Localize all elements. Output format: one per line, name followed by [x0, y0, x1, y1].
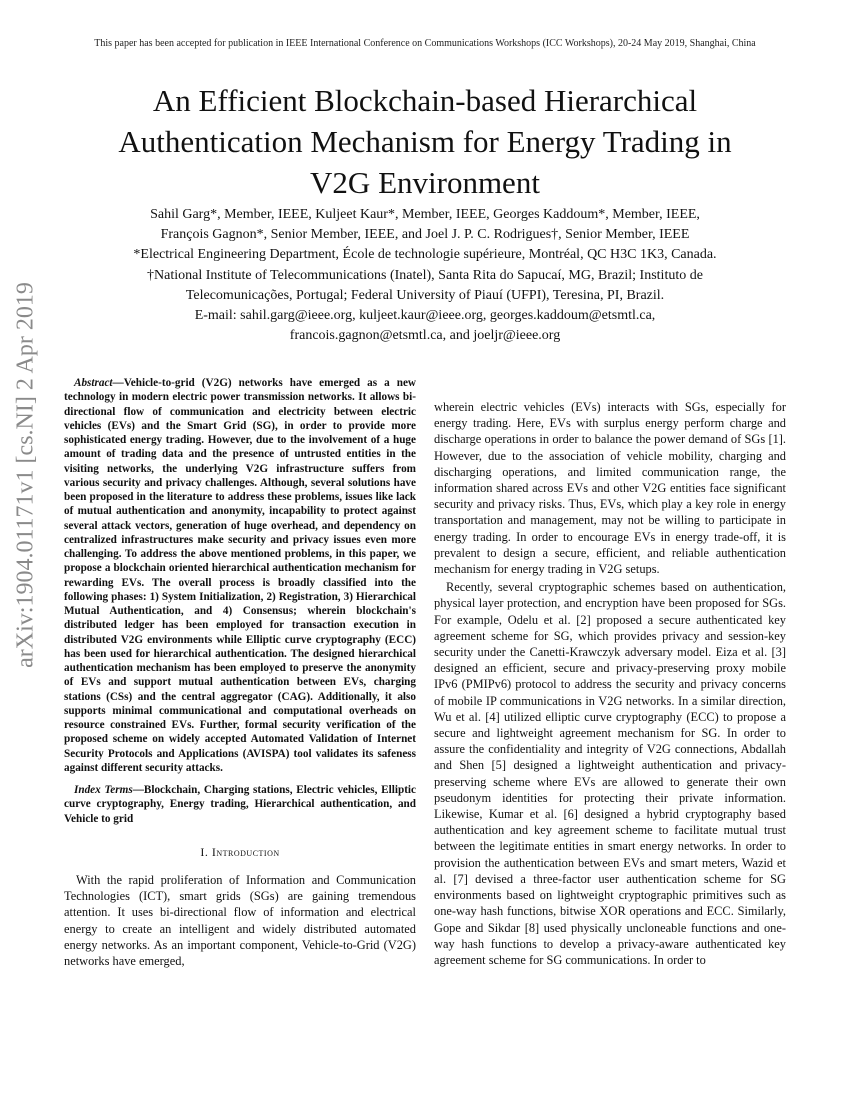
affiliation-line: Telecomunicações, Portugal; Federal University of Piauí (UFPI), Teresina, PI, Brazil.	[185, 287, 665, 303]
email-line: francois.gagnon@etsmtl.ca, and joeljr@ieee.org	[289, 328, 561, 344]
right-column	[434, 399, 786, 968]
abstract-text: —Vehicle-to-grid (V2G) networks have emerged as a new technology in modern electric power transmission networks. It allows bi-directional flow of communication and electricity between electric vehicles (EVs) and the Smart Grid (SG), in order to provide more sophisticated energy trading. However, due to the involvement of a huge amount of trading data and the presence of untrusted entities in the visiting networks, the underlying V2G infrastructure suffers from various security and privacy challenges. Although, several solutions have been proposed in the literature to address these problems, issues like lack of mutual authentication and anonymity, incapability to protect against several attack vectors, generation of huge overhead, and dependency on centralized infrastructures make security and privacy issues even more challenging. To address the above mentioned problems, in this paper, we propose a blockchain oriented hierarchical authentication mechanism for rewarding EVs. The overall process is broadly classified into the following phases: 1) System Initialization, 2) Registration, 3) Hierarchical Mutual Authentication, and 4) Consensus; wherein blockchain's distributed ledger has been employed for transaction execution in distributed V2G environments while Elliptic curve cryptography (ECC) has been used for hierarchical authentication. The designed hierarchical authentication mechanism has been employed to preserve the anonymity of EVs and support mutual authentication between EVs, charging stations (CSs) and the central aggregator (CAG). Additionally, it also supports minimal communicational and computational overheads on resource constrained EVs. Further, formal security verification of the proposed scheme on widely accepted Automated Validation of Internet Security Protocols and Applications (AVISPA) tool validates its safeness against different security attacks.	[64, 377, 416, 774]
index-terms	[64, 783, 416, 826]
section-number: I.	[200, 844, 209, 859]
affiliation-line: *Electrical Engineering Department, École de technologie supérieure, Montréal, QC H3C 1K3, Canada.	[133, 247, 717, 263]
abstract	[64, 376, 416, 775]
abstract-lead: Abstract	[74, 377, 113, 389]
body-paragraph: Recently, several cryptographic schemes based on authentication, physical layer protection, and encryption have been proposed for SGs. For example, Odelu et al. [2] proposed a secure authenticated key agreement scheme for SG, which provides privacy and session-key security under the Canetti-Krawczyk adversary model. Eiza et al. [3] designed an efficient, secure and privacy-preserving proxy mobile IPv6 (PMIPv6) protocol to address the security and privacy concerns of mobile IP communications in V2G networks. In a similar direction, Wu et al. [4] utilized elliptic curve cryptography (ECC) to propose a secure and lightweight agreement mechanism for SG. In order to assure the confidentiality and integrity of V2G connections, Abdallah and Shen [5] designed a lightweight authentication and privacy-preserving scheme where EVs are allowed to generate their own pseudonym identities for protecting their private information. Likewise, Kumar et al. [6] designed a hybrid cryptography based authentication and key agreement scheme to facilitate mutual trust between the legitimate entities in smart energy networks. In order to provision the authentication between EVs and smart meters, Wazid et al. [7] devised a three-factor user authentication scheme for SG environments based on lightweight cryptographic primitives such as one-way hash functions, bitwise XOR operations and ECC. Similarly, Gope and Sikdar [8] used physically uncloneable functions and one-way hash functions to develop a privacy-aware authenticated key agreement scheme for SG communications. In order to	[434, 580, 786, 967]
title-line: V2G Environment	[310, 165, 540, 200]
section-heading	[64, 844, 416, 860]
title-line: An Efficient Blockchain-based Hierarchical	[152, 83, 698, 118]
email-line: E-mail: sahil.garg@ieee.org, kuljeet.kaur@ieee.org, georges.kaddoum@etsmtl.ca,	[194, 308, 656, 324]
arxiv-stamp-text: arXiv:1904.01171v1 [cs.NI] 2 Apr 2019	[12, 282, 39, 668]
intro-paragraph: With the rapid proliferation of Information and Communication Technologies (ICT), smart grids (SGs) are gaining tremendous attention. It uses bi-directional flow of information and electrical energy to create an intelligent and widely distributed automated energy networks. As an important component, Vehicle-to-Grid (V2G) networks have emerged,	[64, 872, 416, 968]
body-paragraph: wherein electric vehicles (EVs) interacts with SGs, especially for energy trading. Here, EVs with surplus energy perform charge and discharge operations in order to balance the power demand of SGs [1]. However, due to the association of vehicle mobility, charging and discharging operations, and limited communication range, the information shared across EVs and other V2G entities face significant security and privacy risks. Thus, EVs, which play a key role in energy transportation and management, may not be willing to participate in energy trading. In order to encourage EVs in energy trade-off, it is prevalent to design a secure, efficient, and reliable authentication mechanism for energy trading in V2G setups.	[434, 400, 786, 577]
affiliation-line: †National Institute of Telecommunications (Inatel), Santa Rita do Sapucaí, MG, Brazil; Instituto de	[147, 267, 703, 283]
author-line: François Gagnon*, Senior Member, IEEE, and Joel J. P. C. Rodrigues†, Senior Member, IEEE	[160, 227, 690, 243]
author-block	[60, 205, 790, 346]
left-column	[64, 376, 416, 969]
index-terms-text: —Blockchain, Charging stations, Electric vehicles, Elliptic curve cryptography, Energy trading, Hierarchical authentication, and Vehicle to grid	[64, 784, 416, 825]
title-line: Authentication Mechanism for Energy Trading in	[118, 124, 732, 159]
index-terms-lead: Index Terms	[74, 784, 133, 796]
author-line: Sahil Garg*, Member, IEEE, Kuljeet Kaur*, Member, IEEE, Georges Kaddoum*, Member, IEEE,	[150, 207, 700, 222]
arxiv-stamp	[2, 282, 50, 668]
publication-notice: This paper has been accepted for publication in IEEE International Conference on Communications Workshops (ICC Workshops), 20-24 May 2019, Shanghai, China	[94, 38, 756, 49]
section-title: Introduction	[211, 844, 280, 859]
paper-title	[60, 80, 790, 203]
